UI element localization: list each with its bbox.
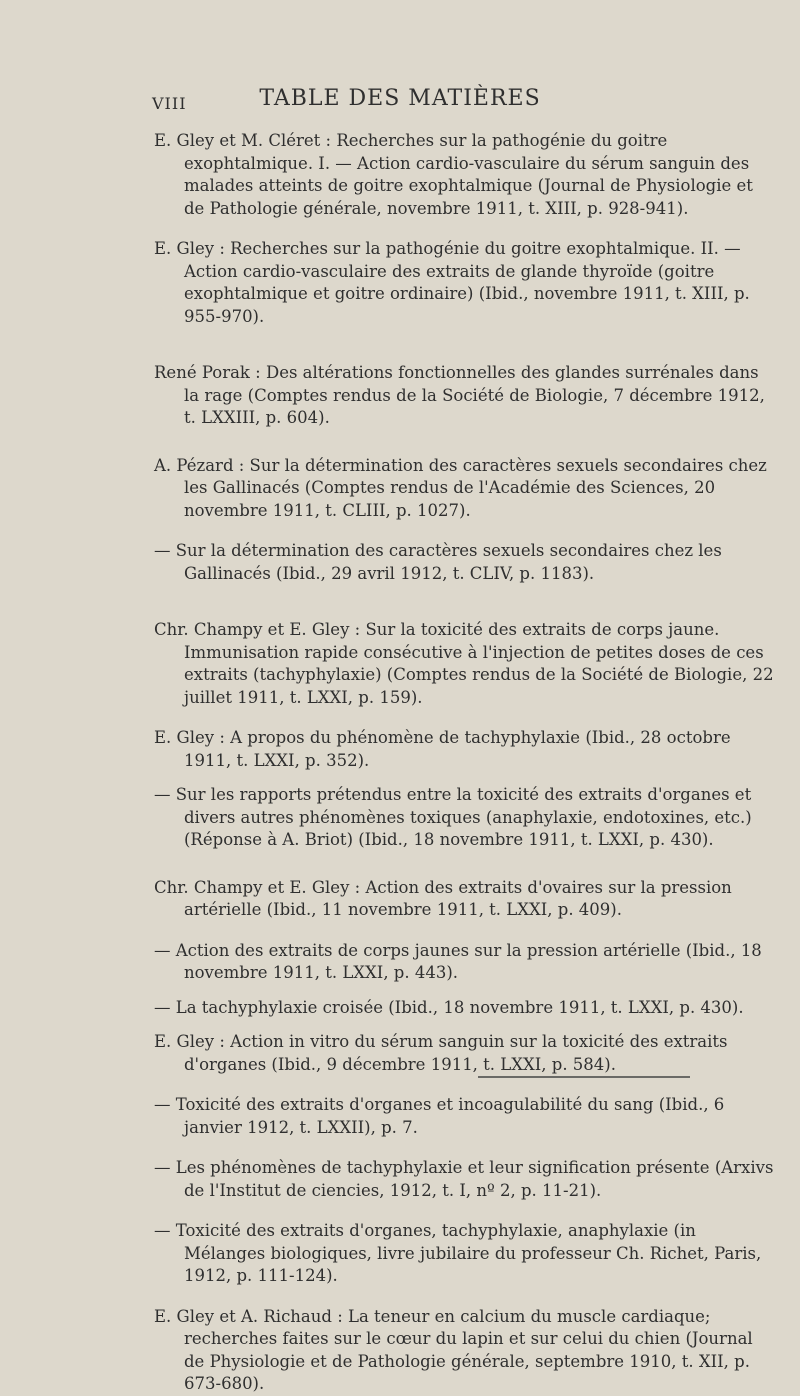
- bibliography-entry: — Toxicité des extraits d'organes et incoagulabilité du sang (Ibid., 6 janvier 1912, t. LXXII), p. 7.: [154, 1095, 725, 1137]
- bibliography-entry: E. Gley et M. Cléret : Recherches sur la pathogénie du goitre exophtalmique. I. — Action cardio-vasculaire du sérum sanguin des malades atteints de goitre exophtalmique (Journal de Physiologie et de Pathologie générale, novembre 1911, t. XIII, p. 928-941).: [154, 131, 753, 218]
- bibliography-entry: — Les phénomènes de tachyphylaxie et leur signification présente (Arxivs de l'Institut de ciencies, 1912, t. I, nº 2, p. 11-21).: [154, 1158, 774, 1200]
- bibliography-entry: Chr. Champy et E. Gley : Sur la toxicité des extraits de corps jaune. Immunisation rapide consécutive à l'injection de petites doses de ces extraits (tachyphylaxie) (Comptes rendus de la Société de Biologie, 22 juillet 1911, t. LXXI, p. 159).: [154, 620, 774, 707]
- bibliography-list: [154, 130, 774, 1396]
- bibliography-entry: René Porak : Des altérations fonctionnelles des glandes surrénales dans la rage (Comptes rendus de la Société de Biologie, 7 décembre 1912, t. LXXIII, p. 604).: [154, 363, 765, 427]
- running-title: TABLE DES MATIÈRES: [259, 86, 541, 111]
- bibliography-entry: — La tachyphylaxie croisée (Ibid., 18 novembre 1911, t. LXXI, p. 430).: [154, 997, 744, 1017]
- bibliography-entry: E. Gley : Action in vitro du sérum sanguin sur la toxicité des extraits d'organes (Ibid., 9 décembre 1911, t. LXXI, p. 584).: [154, 1032, 728, 1074]
- bibliography-entry: — Action des extraits de corps jaunes sur la pression artérielle (Ibid., 18 novembre 1911, t. LXXI, p. 443).: [154, 940, 762, 982]
- bibliography-entry: — Sur la détermination des caractères sexuels secondaires chez les Gallinacés (Ibid., 29 avril 1912, t. CLIV, p. 1183).: [154, 541, 722, 583]
- bibliography-entry: Chr. Champy et E. Gley : Action des extraits d'ovaires sur la pression artérielle (Ibid., 11 novembre 1911, t. LXXI, p. 409).: [154, 877, 732, 919]
- bibliography-entry: A. Pézard : Sur la détermination des caractères sexuels secondaires chez les Gallinacés (Comptes rendus de l'Académie des Sciences, 20 novembre 1911, t. CLIII, p. 1027).: [154, 455, 767, 520]
- bibliography-entry: — Toxicité des extraits d'organes, tachyphylaxie, anaphylaxie (in Mélanges biologiques, livre jubilaire du professeur Ch. Richet, Paris, 1912, p. 111-124).: [154, 1221, 762, 1285]
- bibliography-entry: E. Gley : A propos du phénomène de tachyphylaxie (Ibid., 28 octobre 1911, t. LXXI, p. 352).: [154, 728, 731, 770]
- page-number: VIII: [152, 94, 187, 113]
- bibliography-entry: — Sur les rapports prétendus entre la toxicité des extraits d'organes et divers autres phénomènes toxiques (anaphylaxie, endotoxines, etc.) (Réponse à A. Briot) (Ibid., 18 novembre 1911, t. LXXI, p. 430).: [154, 785, 752, 849]
- page-header: [0, 86, 800, 126]
- end-rule: [478, 1076, 690, 1078]
- bibliography-entry: E. Gley et A. Richaud : La teneur en calcium du muscle cardiaque; recherches faites sur le cœur du lapin et sur celui du chien (Journal de Physiologie et de Pathologie générale, septembre 1910, t. XII, p. 673-680).: [154, 1306, 753, 1393]
- bibliography-entry: E. Gley : Recherches sur la pathogénie du goitre exophtalmique. II. — Action cardio-vasculaire des extraits de glande thyroïde (goitre exophtalmique et goitre ordinaire) (Ibid., novembre 1911, t. XIII, p. 955-970).: [154, 239, 750, 326]
